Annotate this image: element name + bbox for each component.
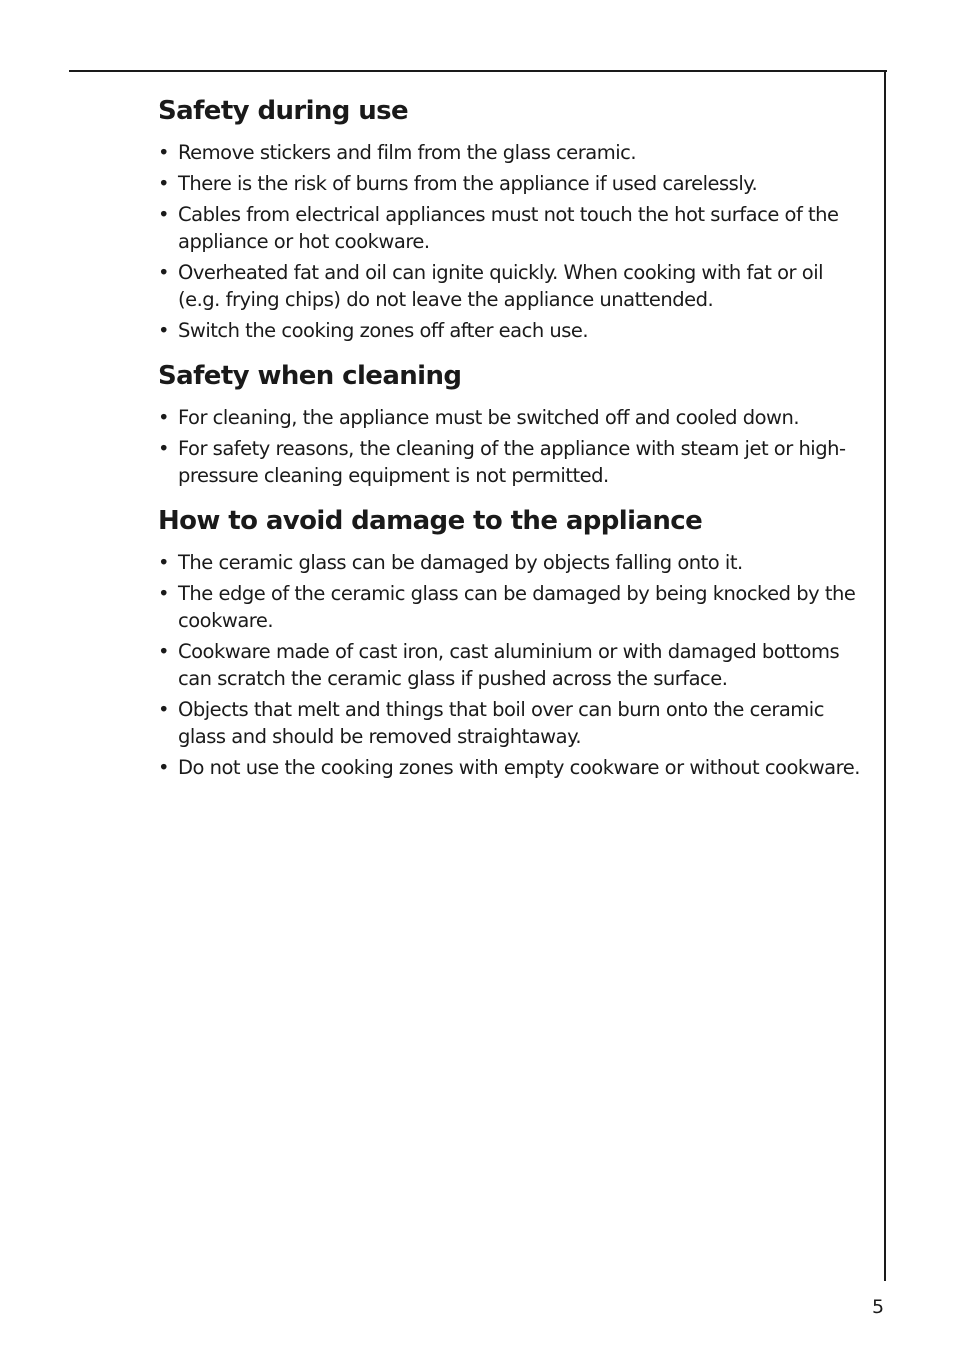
- list-item-text: Objects that melt and things that boil over can burn onto the ceramic glass and should be removed straightaway.: [178, 698, 824, 748]
- top-rule: [69, 70, 887, 72]
- section-safety-when-cleaning: [158, 358, 863, 489]
- list-item: [158, 549, 863, 576]
- section-heading: Safety during use: [158, 96, 409, 126]
- bullet-icon: •: [158, 319, 170, 342]
- bullet-list: [158, 404, 863, 489]
- list-item: [158, 435, 863, 489]
- list-item: [158, 170, 863, 197]
- section-avoid-damage: [158, 503, 863, 781]
- bullet-icon: •: [158, 437, 170, 460]
- bullet-icon: •: [158, 406, 170, 429]
- bullet-icon: •: [158, 582, 170, 605]
- bullet-icon: •: [158, 756, 170, 779]
- page-number: 5: [872, 1296, 885, 1318]
- section-heading: Safety when cleaning: [158, 361, 462, 391]
- list-item-text: There is the risk of burns from the appliance if used carelessly.: [178, 172, 758, 195]
- bullet-icon: •: [158, 203, 170, 226]
- side-rule: [884, 70, 886, 1281]
- list-item-text: Remove stickers and film from the glass ceramic.: [178, 141, 637, 164]
- list-item-text: Cookware made of cast iron, cast aluminium or with damaged bottoms can scratch the ceramic glass if pushed across the surface.: [178, 640, 840, 690]
- list-item-text: The edge of the ceramic glass can be damaged by being knocked by the cookware.: [178, 582, 856, 632]
- list-item: [158, 317, 863, 344]
- list-item-text: For safety reasons, the cleaning of the appliance with steam jet or high-pressure cleaning equipment is not permitted.: [178, 437, 846, 487]
- bullet-list: [158, 549, 863, 781]
- list-item: [158, 696, 863, 750]
- list-item: [158, 638, 863, 692]
- bullet-icon: •: [158, 551, 170, 574]
- bullet-icon: •: [158, 141, 170, 164]
- list-item: [158, 404, 863, 431]
- bullet-list: [158, 139, 863, 344]
- list-item-text: For cleaning, the appliance must be switched off and cooled down.: [178, 406, 800, 429]
- list-item-text: The ceramic glass can be damaged by objects falling onto it.: [178, 551, 743, 574]
- list-item-text: Switch the cooking zones off after each use.: [178, 319, 589, 342]
- list-item: [158, 139, 863, 166]
- page-content: [158, 93, 863, 795]
- list-item-text: Cables from electrical appliances must not touch the hot surface of the appliance or hot cookware.: [178, 203, 839, 253]
- list-item: [158, 201, 863, 255]
- bullet-icon: •: [158, 640, 170, 663]
- section-safety-during-use: [158, 93, 863, 344]
- list-item: [158, 580, 863, 634]
- section-heading: How to avoid damage to the appliance: [158, 506, 703, 536]
- bullet-icon: •: [158, 172, 170, 195]
- list-item: [158, 259, 863, 313]
- list-item: [158, 754, 863, 781]
- bullet-icon: •: [158, 698, 170, 721]
- list-item-text: Overheated fat and oil can ignite quickly. When cooking with fat or oil (e.g. frying chips) do not leave the appliance unattended.: [178, 261, 824, 311]
- bullet-icon: •: [158, 261, 170, 284]
- list-item-text: Do not use the cooking zones with empty cookware or without cookware.: [178, 756, 860, 779]
